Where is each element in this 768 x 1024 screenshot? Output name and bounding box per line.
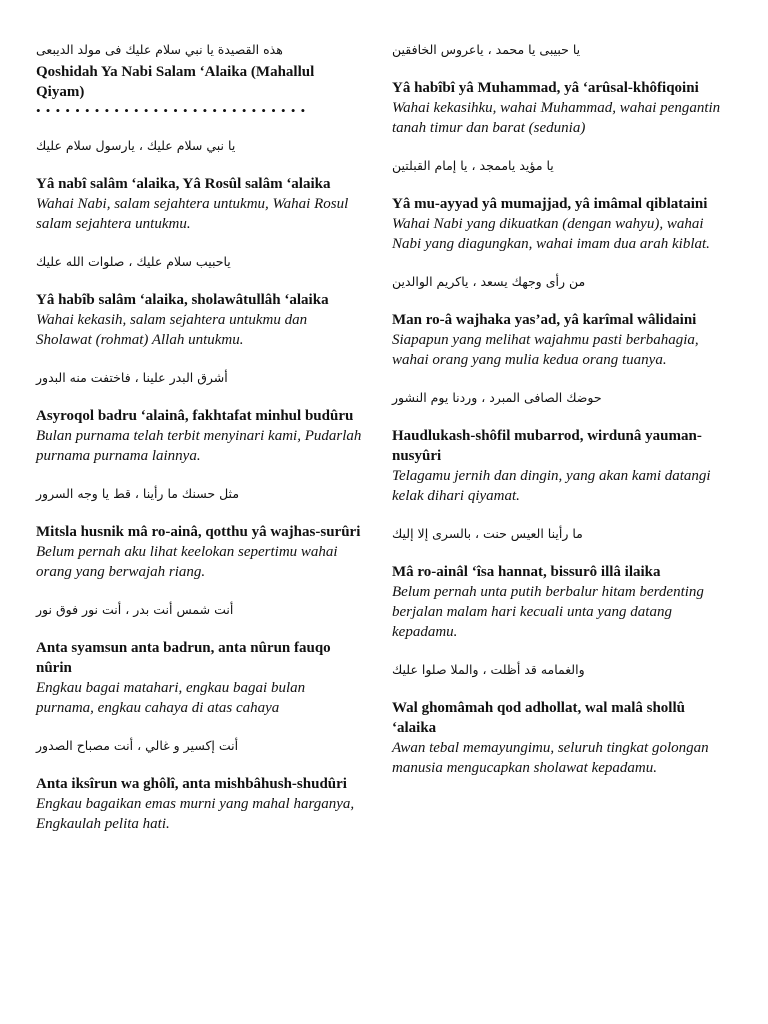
verse-block xyxy=(392,524,722,642)
verse-arabic: يا مؤيد ياممجد ، يا إمام القبلتين xyxy=(392,158,554,173)
verse-translation: Telagamu jernih dan dingin, yang akan kami datangi kelak dihari qiyamat. xyxy=(392,468,711,504)
left-column xyxy=(36,40,366,852)
verse-arabic: أنت إكسير و غالي ، أنت مصباح الصدور xyxy=(36,738,239,753)
verse-transliteration: Yâ habîb salâm ‘alaika, sholawâtullâh ‘alaika xyxy=(36,292,329,308)
verse-block xyxy=(392,40,722,138)
verse-block xyxy=(36,368,366,466)
verse-block xyxy=(392,388,722,506)
verse-block xyxy=(392,156,722,254)
verse-arabic: من رأى وجهك يسعد ، ياكريم الوالدين xyxy=(392,274,586,289)
verse-arabic: والغمامه قد أظلت ، والملا صلوا عليك xyxy=(392,662,585,677)
verse-translation: Engkau bagai matahari, engkau bagai bulan purnama, engkau cahaya di atas cahaya xyxy=(36,680,306,716)
verse-block xyxy=(36,600,366,718)
verse-translation: Wahai kekasihku, wahai Muhammad, wahai pengantin tanah timur dan barat (sedunia) xyxy=(392,100,721,136)
verse-translation: Wahai kekasih, salam sejahtera untukmu dan Sholawat (rohmat) Allah untukmu. xyxy=(36,312,308,348)
verse-translation: Engkau bagaikan emas murni yang mahal harganya, Engkaulah pelita hati. xyxy=(36,796,355,832)
verse-transliteration: Yâ mu-ayyad yâ mumajjad, yâ imâmal qiblataini xyxy=(392,196,708,212)
verse-block xyxy=(36,252,366,350)
verse-block xyxy=(36,484,366,582)
right-column xyxy=(392,40,722,796)
verse-arabic: أشرق البدر علينا ، فاختفت منه البدور xyxy=(36,370,228,385)
verse-arabic: أنت شمس أنت بدر ، أنت نور فوق نور xyxy=(36,602,234,617)
verse-transliteration: Wal ghomâmah qod adhollat, wal malâ shollû ‘alaika xyxy=(392,700,685,736)
verse-transliteration: Anta iksîrun wa ghôlî, anta mishbâhush-shudûri xyxy=(36,776,347,792)
verse-block xyxy=(392,660,722,778)
verse-transliteration: Asyroqol badru ‘alainâ, fakhtafat minhul budûru xyxy=(36,408,354,424)
dotted-divider: • • • • • • • • • • • • • • • • • • • • • • • • • • • • xyxy=(36,103,307,118)
verse-translation: Awan tebal memayungimu, seluruh tingkat golongan manusia mengucapkan sholawat kepadamu. xyxy=(392,740,709,776)
verse-transliteration: Yâ nabî salâm ‘alaika, Yâ Rosûl salâm ‘alaika xyxy=(36,176,331,192)
header-arabic-title: هذه القصيدة يا نبي سلام عليك فى مولد الديبعى xyxy=(36,42,283,57)
verse-translation: Belum pernah unta putih berbalur hitam berdenting berjalan malam hari kecuali unta yang datang kepadamu. xyxy=(392,584,704,640)
verse-arabic: ياحبيب سلام عليك ، صلوات الله عليك xyxy=(36,254,231,269)
verse-arabic: ما رأينا العيس حنت ، بالسرى إلا إليك xyxy=(392,526,583,541)
verse-translation: Bulan purnama telah terbit menyinari kami, Pudarlah purnama purnama lainnya. xyxy=(36,428,362,464)
verse-block xyxy=(36,136,366,234)
verse-block xyxy=(36,736,366,834)
verse-transliteration: Mâ ro-ainâl ‘îsa hannat, bissurô illâ ilaika xyxy=(392,564,661,580)
verse-arabic: حوضك الصافى المبرد ، وردنا يوم النشور xyxy=(392,390,602,405)
verse-transliteration: Haudlukash-shôfil mubarrod, wirdunâ yauman-nusyûri xyxy=(392,428,702,464)
verse-translation: Belum pernah aku lihat keelokan sepertimu wahai orang yang berwajah riang. xyxy=(36,544,338,580)
verse-translation: Siapapun yang melihat wajahmu pasti berbahagia, wahai orang yang mulia kedua orang tuanya. xyxy=(392,332,699,368)
document-header xyxy=(36,40,366,118)
verse-block xyxy=(392,272,722,370)
verse-arabic: مثل حسنك ما رأينا ، قط يا وجه السرور xyxy=(36,486,240,501)
verse-translation: Wahai Nabi, salam sejahtera untukmu, Wahai Rosul salam sejahtera untukmu. xyxy=(36,196,349,232)
verse-transliteration: Man ro-â wajhaka yas’ad, yâ karîmal wâlidaini xyxy=(392,312,697,328)
verse-transliteration: Anta syamsun anta badrun, anta nûrun fauqo nûrin xyxy=(36,640,331,676)
verse-arabic: يا حبيبى يا محمد ، ياعروس الخافقين xyxy=(392,42,581,57)
verse-transliteration: Yâ habîbî yâ Muhammad, yâ ‘arûsal-khôfiqoini xyxy=(392,80,699,96)
verse-arabic: يا نبي سلام عليك ، يارسول سلام عليك xyxy=(36,138,236,153)
verse-transliteration: Mitsla husnik mâ ro-ainâ, qotthu yâ wajhas-surûri xyxy=(36,524,361,540)
verse-translation: Wahai Nabi yang dikuatkan (dengan wahyu), wahai Nabi yang diagungkan, wahai imam dua arah kiblat. xyxy=(392,216,710,252)
page-title: Qoshidah Ya Nabi Salam ‘Alaika (Mahallul Qiyam) xyxy=(36,64,315,100)
